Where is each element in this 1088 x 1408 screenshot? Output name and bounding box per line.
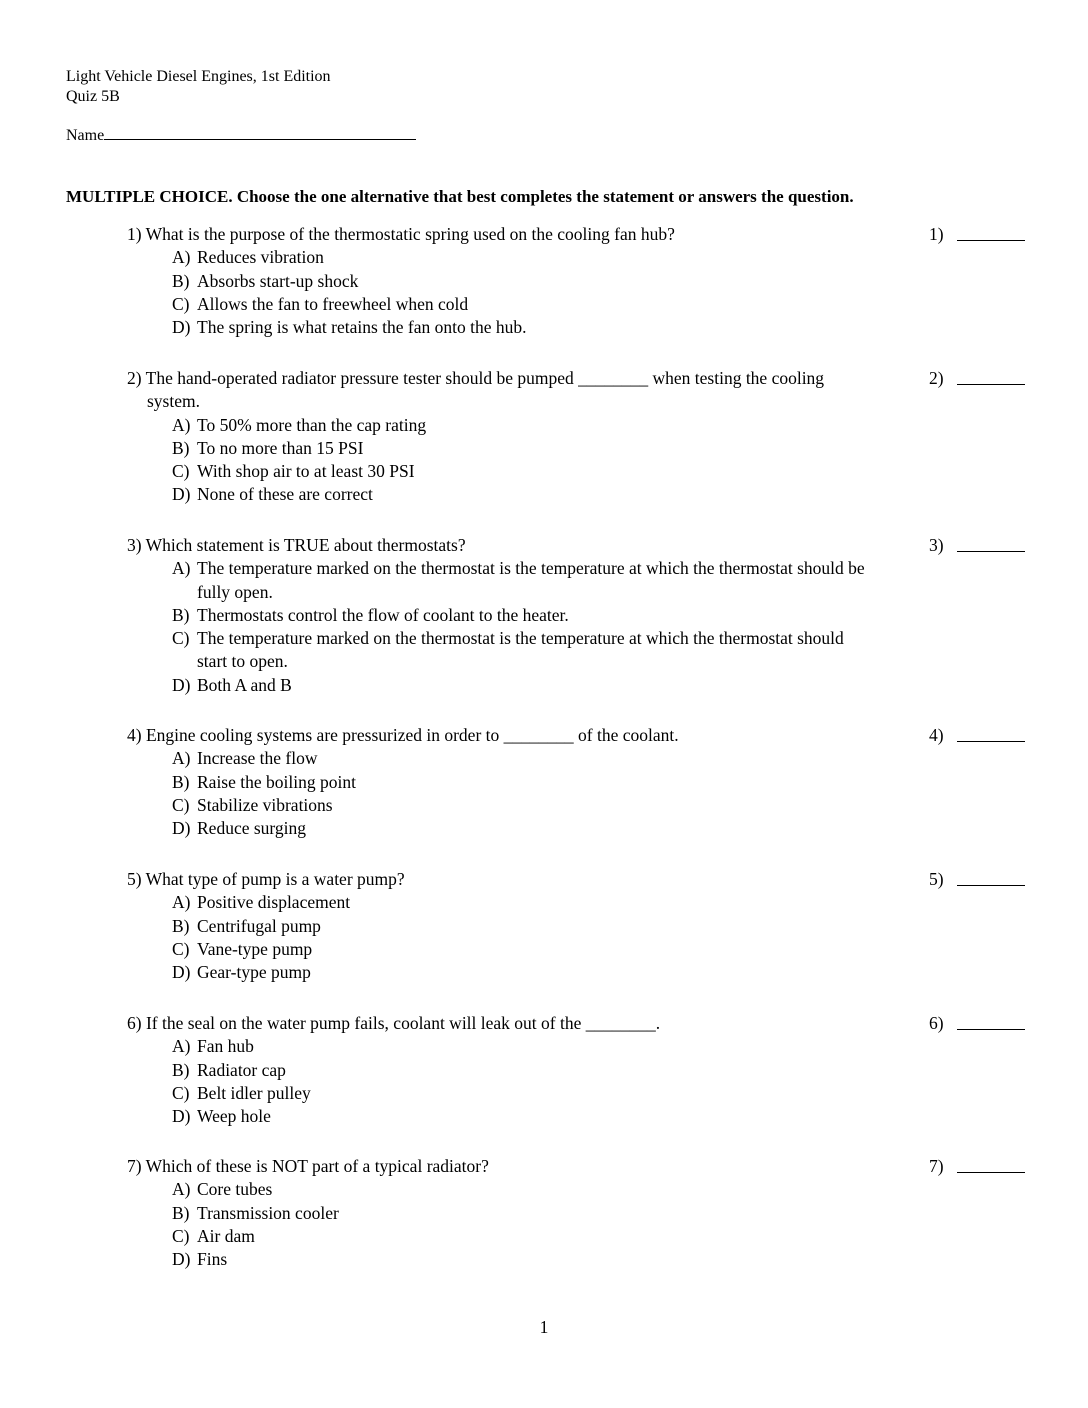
option-letter: D) [172,1106,191,1127]
name-label: Name [66,127,105,144]
page-number: 1 [539,1317,549,1337]
option-text: Belt idler pulley [197,1082,311,1103]
answer-option [127,627,877,674]
answer-blank[interactable] [957,1172,1025,1173]
answer-blank[interactable] [957,885,1025,886]
option-text: Radiator cap [197,1059,286,1080]
answer-option [127,460,877,483]
option-text: Air dam [197,1225,255,1246]
question-6 [127,1012,1047,1128]
option-letter: D) [172,818,191,839]
answer-option [127,437,877,460]
option-letter: A) [172,892,191,913]
question-stem: 5) What type of pump is a water pump? [127,869,405,889]
option-letter: B) [172,1059,190,1080]
question-1 [127,223,1047,339]
document-title: Light Vehicle Diesel Engines, 1st Edition [66,68,331,85]
answer-option [127,604,877,627]
answer-option [127,674,877,697]
option-text: Centrifugal pump [197,915,321,936]
option-letter: D) [172,674,191,695]
answer-option [127,747,877,770]
option-letter: B) [172,1202,190,1223]
answer-option [127,1202,877,1225]
option-text: The temperature marked on the thermostat is the temperature at which the thermostat should be fully open. [197,558,865,602]
option-text: To no more than 15 PSI [197,437,364,458]
option-text: The temperature marked on the thermostat is the temperature at which the thermostat should start to open. [197,628,844,672]
question-2 [127,367,1047,507]
option-letter: C) [172,938,190,959]
option-text: Core tubes [197,1179,273,1200]
answer-option [127,1059,877,1082]
option-text: Positive displacement [197,892,351,913]
answer-option [127,414,877,437]
answer-option [127,915,877,938]
option-letter: B) [172,915,190,936]
answer-blank[interactable] [957,551,1025,552]
option-text: Absorbs start-up shock [197,270,359,291]
answer-blank[interactable] [957,741,1025,742]
question-stem: 3) Which statement is TRUE about thermostats? [127,535,466,555]
answer-option [127,270,877,293]
option-letter: C) [172,628,190,649]
option-letter: C) [172,1082,190,1103]
name-blank-line[interactable] [104,125,416,140]
option-text: None of these are correct [197,484,373,505]
option-text: The spring is what retains the fan onto the hub. [197,317,527,338]
question-stem: 7) Which of these is NOT part of a typical radiator? [127,1156,489,1176]
option-letter: C) [172,1225,190,1246]
answer-option [127,557,877,604]
question-7 [127,1155,1047,1271]
answer-blank[interactable] [957,1029,1025,1030]
name-field[interactable] [66,125,416,146]
quiz-label: Quiz 5B [66,88,120,105]
option-letter: B) [172,437,190,458]
answer-number: 2) [929,368,944,388]
option-letter: D) [172,962,191,983]
question-4 [127,724,1047,840]
option-letter: D) [172,317,191,338]
option-letter: A) [172,558,191,579]
option-text: Thermostats control the flow of coolant to the heater. [197,604,569,625]
option-letter: C) [172,794,190,815]
option-text: Reduces vibration [197,247,324,268]
answer-option [127,1035,877,1058]
option-letter: A) [172,748,191,769]
option-text: Stabilize vibrations [197,794,333,815]
question-stem: 6) If the seal on the water pump fails, coolant will leak out of the ________. [127,1013,661,1033]
answer-option [127,316,877,339]
instructions: MULTIPLE CHOICE. Choose the one alternative that best completes the statement or answers the question. [66,187,854,206]
answer-number: 4) [929,725,944,745]
answer-blank[interactable] [957,384,1025,385]
option-letter: B) [172,270,190,291]
option-text: Increase the flow [197,748,318,769]
question-stem: 1) What is the purpose of the thermostatic spring used on the cooling fan hub? [127,224,675,244]
answer-option [127,891,877,914]
option-text: Both A and B [197,674,292,695]
option-letter: A) [172,414,191,435]
question-5 [127,868,1047,984]
question-stem: 4) Engine cooling systems are pressurized in order to ________ of the coolant. [127,725,679,745]
option-letter: B) [172,604,190,625]
option-letter: C) [172,293,190,314]
option-text: Fan hub [197,1036,254,1057]
answer-option [127,1225,877,1248]
answer-option [127,817,877,840]
option-letter: A) [172,1036,191,1057]
question-3 [127,534,1047,697]
answer-blank[interactable] [957,240,1025,241]
question-stem: 2) The hand-operated radiator pressure tester should be pumped ________ when testing the cooling system. [127,368,825,412]
answer-option [127,1248,877,1271]
answer-number: 3) [929,535,944,555]
option-text: Reduce surging [197,818,307,839]
option-text: Allows the fan to freewheel when cold [197,293,469,314]
answer-number: 7) [929,1156,944,1176]
option-letter: D) [172,1249,191,1270]
option-letter: D) [172,484,191,505]
answer-option [127,961,877,984]
answer-number: 5) [929,869,944,889]
option-text: Transmission cooler [197,1202,339,1223]
option-letter: C) [172,461,190,482]
option-text: Weep hole [197,1106,271,1127]
answer-option [127,1082,877,1105]
option-text: Raise the boiling point [197,771,356,792]
answer-number: 1) [929,224,944,244]
option-text: With shop air to at least 30 PSI [197,461,415,482]
answer-option [127,246,877,269]
option-letter: B) [172,771,190,792]
answer-option [127,771,877,794]
answer-option [127,938,877,961]
answer-option [127,1178,877,1201]
option-letter: A) [172,247,191,268]
answer-option [127,483,877,506]
option-text: Vane-type pump [197,938,313,959]
answer-option [127,1105,877,1128]
answer-option [127,293,877,316]
option-text: Fins [197,1249,228,1270]
option-text: Gear-type pump [197,962,311,983]
option-text: To 50% more than the cap rating [197,414,427,435]
answer-number: 6) [929,1013,944,1033]
option-letter: A) [172,1179,191,1200]
answer-option [127,794,877,817]
